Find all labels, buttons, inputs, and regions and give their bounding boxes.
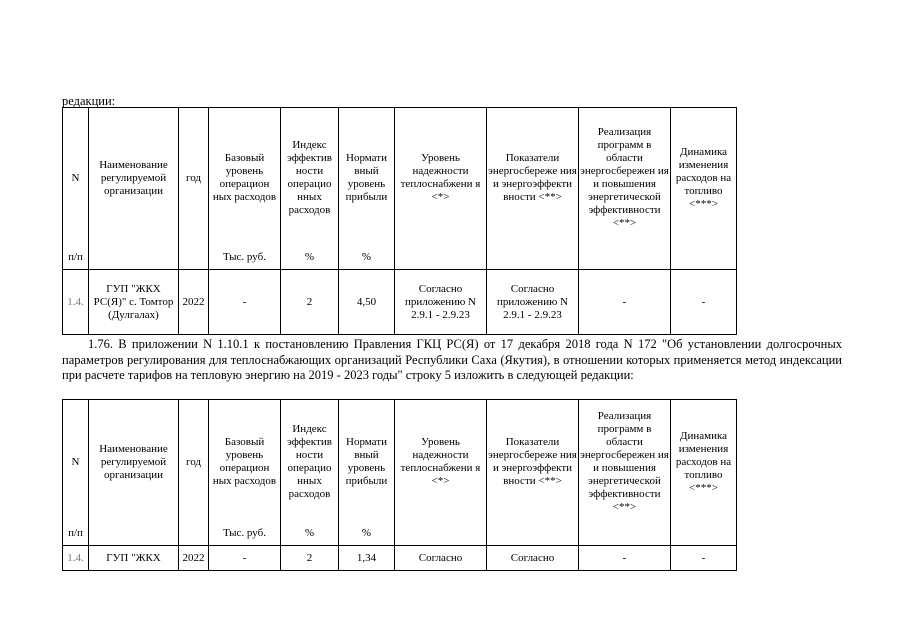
efficiency-index-cell: 2 [281, 270, 339, 335]
header-cell: Уровень надежности теплоснабжени я <*> [395, 400, 487, 525]
header-cell: Базовый уровень операцион ных расходов [209, 400, 281, 525]
unit-cell [579, 248, 671, 270]
header-cell: N [63, 400, 89, 525]
fuel-dynamics-cell: - [671, 270, 737, 335]
header-cell: год [179, 108, 209, 249]
organization-cell: ГУП "ЖКХ [89, 546, 179, 571]
unit-cell: % [339, 248, 395, 270]
program-cell: - [579, 546, 671, 571]
year-cell: 2022 [179, 546, 209, 571]
efficiency-index-cell: 2 [281, 546, 339, 571]
year-cell: 2022 [179, 270, 209, 335]
reliability-cell: Согласно [395, 546, 487, 571]
table-header-row [63, 400, 737, 525]
unit-cell [179, 524, 209, 546]
header-cell: Базовый уровень операцион ных расходов [209, 108, 281, 249]
header-cell: Наименование регулируемой организации [89, 108, 179, 249]
header-cell: Наименование регулируемой организации [89, 400, 179, 525]
unit-cell: % [281, 524, 339, 546]
program-cell: - [579, 270, 671, 335]
table-row [63, 546, 737, 571]
header-cell: Нормати вный уровень прибыли [339, 400, 395, 525]
parameters-table-1 [62, 107, 737, 335]
unit-cell: Тыс. руб. [209, 248, 281, 270]
unit-cell [179, 248, 209, 270]
unit-cell [395, 524, 487, 546]
unit-cell [671, 248, 737, 270]
parameters-table-2 [62, 399, 737, 571]
unit-cell [671, 524, 737, 546]
unit-cell [487, 524, 579, 546]
row-number-cell: 1.4. [63, 270, 89, 335]
table-header-row [63, 108, 737, 249]
header-cell: Индекс эффектив ности операцио нных расходов [281, 400, 339, 525]
row-number-cell: 1.4. [63, 546, 89, 571]
unit-cell [579, 524, 671, 546]
unit-cell: Тыс. руб. [209, 524, 281, 546]
table-row [63, 270, 737, 335]
unit-cell [89, 524, 179, 546]
header-cell: Показатели энергосбереже ния и энергоэффекти вности <**> [487, 400, 579, 525]
energy-saving-cell: Согласно приложению N 2.9.1 - 2.9.23 [487, 270, 579, 335]
header-cell: N [63, 108, 89, 249]
unit-cell [395, 248, 487, 270]
header-cell: Уровень надежности теплоснабжени я <*> [395, 108, 487, 249]
header-cell: Динамика изменения расходов на топливо <***> [671, 108, 737, 249]
page-top-fragment: редакции: [62, 94, 116, 108]
header-cell: Реализация программ в области энергосбережен ия и повышения энергетической эффективности <**> [579, 400, 671, 525]
unit-cell: п/п [63, 248, 89, 270]
energy-saving-cell: Согласно [487, 546, 579, 571]
header-cell: Динамика изменения расходов на топливо <***> [671, 400, 737, 525]
table-units-row [63, 248, 737, 270]
unit-cell: п/п [63, 524, 89, 546]
base-opex-cell: - [209, 546, 281, 571]
unit-cell: % [339, 524, 395, 546]
header-cell: Показатели энергосбереже ния и энергоэффекти вности <**> [487, 108, 579, 249]
header-cell: Индекс эффектив ности операцио нных расходов [281, 108, 339, 249]
amendment-paragraph: 1.76. В приложении N 1.10.1 к постановлению Правления ГКЦ РС(Я) от 17 декабря 2018 года N 172 "Об установлении долгосрочных параметров регулирования для теплоснабжающих организаций Республики Саха (Якутия), в отношении которых применяется метод индексации при расчете тарифов на тепловую энергию на 2019 - 2023 годы" строку 5 изложить в следующей редакции: [62, 337, 842, 382]
organization-cell: ГУП "ЖКХ РС(Я)" с. Томтор (Дулгалах) [89, 270, 179, 335]
profit-level-cell: 1,34 [339, 546, 395, 571]
header-cell: год [179, 400, 209, 525]
reliability-cell: Согласно приложению N 2.9.1 - 2.9.23 [395, 270, 487, 335]
profit-level-cell: 4,50 [339, 270, 395, 335]
table-units-row [63, 524, 737, 546]
unit-cell: % [281, 248, 339, 270]
unit-cell [89, 248, 179, 270]
header-cell: Нормати вный уровень прибыли [339, 108, 395, 249]
unit-cell [487, 248, 579, 270]
base-opex-cell: - [209, 270, 281, 335]
header-cell: Реализация программ в области энергосбережен ия и повышения энергетической эффективности <**> [579, 108, 671, 249]
fuel-dynamics-cell: - [671, 546, 737, 571]
